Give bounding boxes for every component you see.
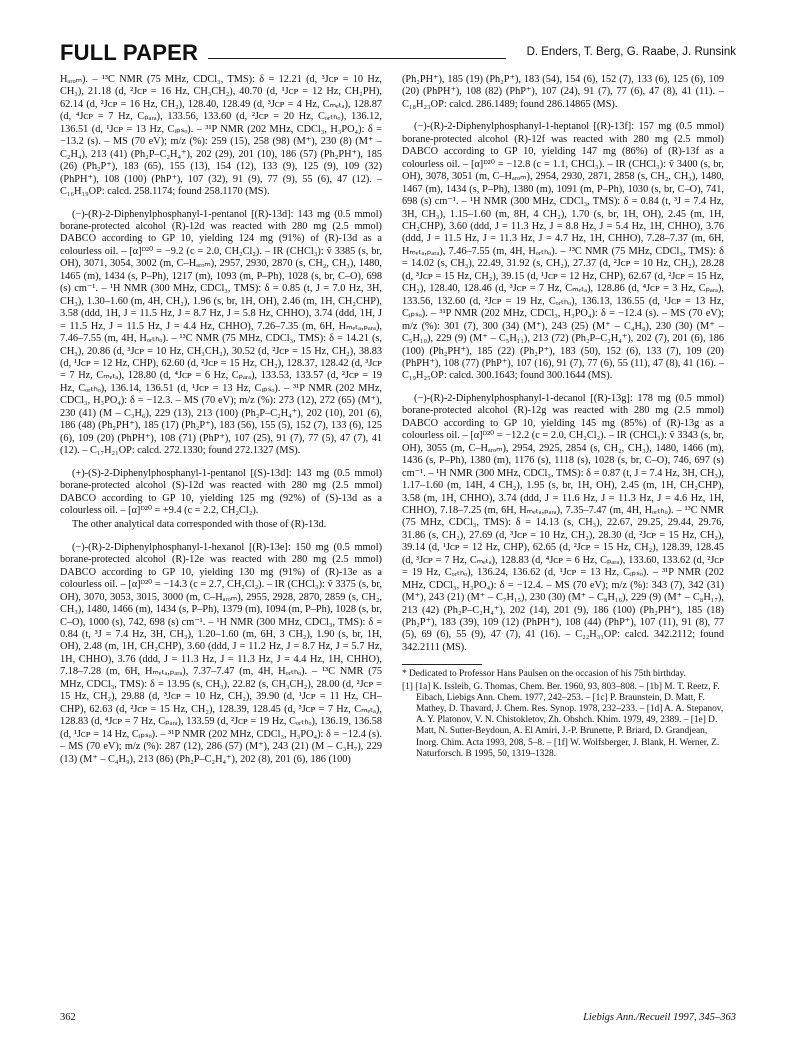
paragraph-s-13d-note: The other analytical data corresponded with those of (R)-13d. [72, 519, 327, 531]
author-line: D. Enders, T. Berg, G. Raabe, J. Runsink [526, 46, 736, 58]
paragraph-r-13g: (−)-(R)-2-Diphenylphosphanyl-1-decanol [(R)-13g]: 178 mg (0.5 mmol) borane-protected alcohol (R)-12g was reacted with 280 mg (2.5 mmol) DABCO according to GP 10, yielding 145 mg (85%) of (R)-13g as a colourless oil. – [α]ᴰ²⁰ = −12.2 (c = 2.0, CH₂Cl₂). – IR (CHCl₃): ṽ 3343 (s, br, OH), 3055 (m, C–Hₐᵣₒₘ), 2954, 2925, 2854 (s, CH₂, CH₃), 1480, 1466 (m), 1436 (s, P–Ph), 1380 (m), 1176 (s), 1118 (s), 1028 (s, br, C–O), 746, 697 (s) cm⁻¹. – ¹H NMR (300 MHz, CDCl₃, TMS): δ = 0.87 (t, J = 7.4 Hz, 3H, CH₃), 1.17–1.60 (m, 14H, 4 CH₂), 1.95 (s, br, 1H, OH), 2.45 (m, 1H, CH₂CHP), 3.58 (m, 1H, CHHO), 3.74 (ddd, J = 11.6 Hz, J = 11.3 Hz, J = 4.6 Hz, 1H, CHHO), 7.18–7.25 (m, 6H, Hₘₑₜₐ,ₚₐᵣₐ), 7.35–7.47 (m, 4H, Hₒᵣₜₕₒ). – ¹³C NMR (75 MHz, CDCl₃, TMS): δ = 14.13 (s, CH₃), 22.67, 29.25, 29.44, 29.76, 31.86 (s, CH₂), 27.69 (d, ³Jᴄᴘ = 10 Hz, CH₂), 28.30 (d, ²Jᴄᴘ = 15 Hz, CH₂), 39.14 (d, ¹Jᴄᴘ = 12 Hz, CHP), 62.65 (d, ²Jᴄᴘ = 15 Hz, CH₂), 128.39, 128.45 (d, ³Jᴄᴘ = 7 Hz, Cₘₑₜₐ), 128.83 (d, ⁴Jᴄᴘ = 6 Hz, Cₚₐᵣₐ), 133.60, 133.62 (d, ²Jᴄᴘ = 19 Hz, Cₒᵣₜₕₒ), 136.24, 136.62 (d, ¹Jᴄᴘ = 13 Hz, Cᵢₚₛₒ). – ³¹P NMR (202 MHz, CDCl₃, H₃PO₄): δ = −12.4. – MS (70 eV); m/z (%): 343 (7), 342 (31) (M⁺), 243 (21) (M⁺ – C₇H₁₅), 230 (30) (M⁺ – C₈H₁₆), 229 (9) (M⁺ – C₈H₁₇), 213 (42) (Ph₂P–C₂H₄⁺), 202 (14), 201 (9), 186 (100) (Ph₂PH⁺), 185 (18) (Ph₂P⁺), 183 (39), 109 (12) (PhPH⁺), 108 (44) (PhP⁺), 107 (11), 91 (8), 77 (5), 69 (6), 55 (9), 47 (7), 41 (16). – C₂₂H₃₁OP: calcd. 342.2112; found 342.2111 (MS). [402, 392, 724, 653]
right-column [402, 74, 724, 761]
header-rule [208, 58, 506, 59]
footnote-dedication: * Dedicated to Professor Hans Paulsen on the occasion of his 75th birthday. [402, 669, 686, 680]
paragraph-13e-continuation: (Ph₂PH⁺), 185 (19) (Ph₂P⁺), 183 (54), 154 (6), 152 (7), 133 (6), 125 (6), 109 (20) (PhPH⁺), 108 (82) (PhP⁺), 107 (24), 91 (7), 77 (6), 47 (8), 41 (11). – C₁₈H₂₃OP: calcd. 286.1489; found 286.14865 (MS). [402, 74, 724, 110]
page-header [60, 40, 736, 66]
page-footer [60, 1012, 736, 1026]
journal-citation: Liebigs Ann./Recueil 1997, 345–363 [583, 1012, 736, 1023]
page-number: 362 [60, 1012, 76, 1023]
footnotes [402, 669, 724, 760]
footnote-reference-1: [1] [1a] K. Issleib, G. Thomas, Chem. Ber. 1960, 93, 803–808. – [1b] M. T. Reetz, F. Eibach, Liebigs Ann. Chem. 1977, 242–253. – [1c] P. Braunstein, D. Matt, F. Mathey, D. Thavard, J. Chem. Res. Synop. 1978, 232–233. – [1d] A. A. Stepanov, A. Y. Platonov, V. N. Chistokletov, Zh. Obshch. Khim. 1979, 49, 2389. – [1e] D. Matt, N. Sutter-Beydoun, A. El Amiri, J.-P. Brunette, P. Briard, D. Grandjean, Inorg. Chim. Acta 1993, 208, 5–8. – [1f] W. Wolfsberger, J. Blank, H. Werner, Z. Naturforsch. B 1995, 50, 1319–1328. [402, 681, 724, 759]
left-column [60, 74, 382, 776]
paragraph-r-13e: (−)-(R)-2-Diphenylphosphanyl-1-hexanol [(R)-13e]: 150 mg (0.5 mmol) borane-protected alcohol (R)-12e was reacted with 280 mg (2.5 mmol) DABCO according to GP 10, yielding 130 mg (91%) of (R)-13e as a colourless oil. – [α]ᴰ²⁰ = −14.3 (c = 2.7, CH₂Cl₂). – IR (CHCl₃): ṽ 3375 (s, br, OH), 3070, 3053, 3015, 3000 (m, C–Hₐᵣₒₘ), 2955, 2928, 2870, 2859 (s, CH₂, CH₃), 1480, 1466 (m), 1434 (s, P–Ph), 1379 (m), 1094 (m, P–Ph), 1028 (s, br, C–O), 1000 (s), 742, 698 (s) cm⁻¹. – ¹H NMR (300 MHz, CDCl₃, TMS): δ = 0.84 (t, ³J = 7.4 Hz, 3H, CH₃), 1.20–1.60 (m, 6H, 3 CH₂), 1.90 (s, br, 1H, OH), 2.48 (m, 1H, CH₂CHP), 3.60 (ddd, J = 11.2 Hz, J = 8.7 Hz, J = 5.7 Hz, 1H, CHHO), 3.76 (ddd, J = 11.3 Hz, J = 11.3 Hz, J = 4.4 Hz, 1H, CHHO), 7.18–7.28 (m, 6H, Hₘₑₜₐ,ₚₐᵣₐ), 7.37–7.47 (m, 4H, Hₒᵣₜₕₒ). – ¹³C NMR (75 MHz, CDCl₃, TMS): δ = 13.95 (s, CH₃), 22.82 (s, CH₃CH₂), 28.00 (d, ²Jᴄᴘ = 15 Hz, CH₂), 29.88 (d, ³Jᴄᴘ = 10 Hz, CH₂), 39.90 (d, ¹Jᴄᴘ = 11 Hz, CH–CHP), 62.63 (d, ²Jᴄᴘ = 15 Hz, CH₂), 128.39, 128.45 (d, ³Jᴄᴘ = 7 Hz, Cₘₑₜₐ), 128.83 (d, ⁴Jᴄᴘ = 7 Hz, Cₚₐᵣₐ), 133.59 (d, ²Jᴄᴘ = 19 Hz, Cₒᵣₜₕₒ), 136.19, 136.58 (d, ¹Jᴄᴘ = 14 Hz, Cᵢₚₛₒ). – ³¹P NMR (202 MHz, CDCl₃, H₃PO₄): δ = −12.4 (s). – MS (70 eV); m/z (%): 287 (12), 286 (57) (M⁺), 243 (21) (M – C₃H₇), 229 (13) (M⁺ – C₄H₉), 213 (86) (Ph₂P–C₂H₄⁺), 202 (8), 201 (6), 186 (100) [60, 541, 382, 765]
paragraph-r-13f: (−)-(R)-2-Diphenylphosphanyl-1-heptanol [(R)-13f]: 157 mg (0.5 mmol) borane-protected alcohol (R)-12f was reacted with 280 mg (2.5 mmol) DABCO according to GP 10, yielding 147 mg (86%) of (R)-13f as a colourless oil. – [α]ᴰ²⁰ = −12.8 (c = 1.1, CHCl₃). – IR (CHCl₃): ṽ 3400 (s, br, OH), 3078, 3051 (m, C–Hₐᵣₒₘ), 2954, 2930, 2871, 2858 (s, CH₂, CH₃), 1480, 1467 (m), 1434 (s, P–Ph), 1380 (m), 1091 (m, P–Ph), 1030 (s, br, C–O), 741, 698 (s) cm⁻¹. – ¹H NMR (300 MHz, CDCl₃, TMS): δ = 0.84 (t, ³J = 7.4 Hz, 3H, CH₃), 1.15–1.60 (m, 8H, 4 CH₂), 1.70 (s, br, 1H, OH), 2.45 (m, 1H, CH₂CHP), 3.60 (ddd, J = 11.3 Hz, J = 8.8 Hz, J = 5.4 Hz, 1H, CHHO), 3.76 (ddd, J = 11.5 Hz, J = 11.3 Hz, J = 4.7 Hz, 1H, CHHO), 7.28–7.37 (m, 6H, Hₘₑₜₐ,ₚₐᵣₐ), 7.46–7.55 (m, 4H, Hₒᵣₜₕₒ). – ¹³C NMR (75 MHz, CDCl₃, TMS): δ = 14.02 (s, CH₃), 22.49, 31.92 (s, CH₂), 27.37 (d, ²Jᴄᴘ = 10 Hz, CH₂), 28.28 (d, ³Jᴄᴘ = 15 Hz, CH₂), 39.15 (d, ¹Jᴄᴘ = 12 Hz, CHP), 62.67 (d, ²Jᴄᴘ = 15 Hz, CH₂), 128.40, 128.46 (d, ³Jᴄᴘ = 7 Hz, Cₘₑₜₐ), 128.86 (d, ⁴Jᴄᴘ = 3 Hz, Cₚₐᵣₐ), 133.56, 132.60 (d, ²Jᴄᴘ = 19 Hz, Cₒᵣₜₕₒ), 136.13, 136.55 (d, ¹Jᴄᴘ = 13 Hz, Cᵢₚₛₒ). – ³¹P NMR (202 MHz, CDCl₃, H₃PO₄): δ = −12.4 (s). – MS (70 eV); m/z (%): 301 (7), 300 (34) (M⁺), 243 (25) (M⁺ – C₄H₉), 230 (30) (M⁺ – C₅H₁₀), 229 (9) (M⁺ – C₅H₁₁), 213 (72) (Ph₂P–C₂H₄⁺), 202 (7), 201 (6), 186 (100) (Ph₂PH⁺), 185 (22) (Ph₂P⁺), 183 (50), 152 (6), 133 (7), 109 (20) (PhPH⁺), 108 (77) (PhP⁺), 107 (16), 91 (7), 77 (6), 55 (11), 47 (8), 41 (16). – C₁₉H₂₅OP: calcd. 300.1643; found 300.1644 (MS). [402, 121, 724, 382]
footnote-rule [402, 664, 482, 665]
paragraph-r-13d: (−)-(R)-2-Diphenylphosphanyl-1-pentanol [(R)-13d]: 143 mg (0.5 mmol) borane-protected alcohol (R)-12d was reacted with 280 mg (2.5 mmol) DABCO according to GP 10, yielding 124 mg (91%) of (R)-13d as a colourless oil. – [α]ᴰ²⁰ = −9.2 (c = 2.0, CH₂Cl₂). – IR (CHCl₃): ṽ 3385 (s, br, OH), 3071, 3054, 3002 (m, C–Hₐᵣₒₘ), 2957, 2930, 2870 (s, CH₂, CH₃), 1480, 1465 (m), 1434 (s, P–Ph), 1217 (m), 1093 (m, P–Ph), 1028 (s, br, C–O), 698 (s) cm⁻¹. – ¹H NMR (300 MHz, CDCl₃, TMS): δ = 0.85 (t, J = 7.0 Hz, 3H, CH₃), 1.30–1.60 (m, 4H, CH₂), 1.96 (s, br, 1H, OH), 2.46 (m, 1H, CH₂CHP), 3.58 (ddd, 1H, J = 11.5 Hz, J = 8.7 Hz, J = 5.8 Hz, CHHO), 3.74 (ddd, 1H, J = 11.5 Hz, J = 11.5 Hz, J = 4.4 Hz, CHHO), 7.26–7.35 (m, 6H, Hₘₑₜₐ,ₚₐᵣₐ), 7.46–7.55 (m, 4H, Hₒᵣₜₕₒ). – ¹³C NMR (75 MHz, CDCl₃, TMS): δ = 14.21 (s, CH₃), 20.86 (d, ³Jᴄᴘ = 10 Hz, CH₃CH₂), 30.52 (d, ²Jᴄᴘ = 15 Hz, CH₂), 38.83 (d, ¹Jᴄᴘ = 12 Hz, CHP), 62.60 (d, ²Jᴄᴘ = 15 Hz, CH₂), 128.37, 128.42 (d, ³Jᴄᴘ = 7 Hz, Cₘₑₜₐ), 128.80 (d, ⁴Jᴄᴘ = 6 Hz, Cₚₐᵣₐ), 133.53, 133.57 (d, ²Jᴄᴘ = 19 Hz, Cₒᵣₜₕₒ), 136.14, 136.51 (d, ¹Jᴄᴘ = 13 Hz, Cᵢₚₛₒ). – ³¹P NMR (202 MHz, CDCl₃, H₃PO₄): δ = −12.3. – MS (70 eV); m/z (%): 273 (12), 272 (65) (M⁺), 230 (41) (M – C₃H₆), 229 (13), 213 (100) (Ph₂P–C₂H₄⁺), 202 (10), 201 (6), 186 (48) (Ph₂PH⁺), 185 (17) (Ph₂P⁺), 183 (56), 155 (5), 152 (7), 133 (6), 125 (6), 109 (20) (PhPH⁺), 108 (71) (PhP⁺), 107 (25), 91 (7), 77 (5), 47 (7), 41 (12). – C₁₇H₂₁OP: calcd. 272.1330; found 272.1327 (MS). [60, 208, 382, 457]
paragraph-s-13d: (+)-(S)-2-Diphenylphosphanyl-1-pentanol [(S)-13d]: 143 mg (0.5 mmol) borane-protected alcohol (S)-12d was reacted with 280 mg (2.5 mmol) DABCO according to GP 10, yielding 125 mg (92%) of (S)-13d as a colourless oil. – [α]ᴰ²⁰ = +9.4 (c = 2.2, CH₂Cl₂). [60, 467, 382, 516]
paragraph-13c-continuation: Hₐᵣₒₘ). – ¹³C NMR (75 MHz, CDCl₃, TMS): δ = 12.21 (d, ³Jᴄᴘ = 10 Hz, CH₃), 21.18 (d, ²Jᴄᴘ = 16 Hz, CH₃CH₂), 40.70 (d, ¹Jᴄᴘ = 12 Hz, CH₂PH), 62.14 (d, ²Jᴄᴘ = 16 Hz, CH₂), 128.40, 128.49 (d, ³Jᴄᴘ = 4 Hz, Cₘₑₜₐ), 128.87 (d, ⁴Jᴄᴘ = 7 Hz, Cₚₐᵣₐ), 133.56, 133.60 (d, ²Jᴄᴘ = 20 Hz, Cₒᵣₜₕₒ), 136.12, 136.51 (d, ¹Jᴄᴘ = 13 Hz, Cᵢₚₛₒ). – ³¹P NMR (202 MHz, CDCl₃, H₃PO₄): δ = −13.2 (s). – MS (70 eV); m/z (%): 259 (15), 258 (98) (M⁺), 230 (8) (M⁺ – C₂H₄), 213 (41) (Ph₂P–C₂H₄⁺), 202 (29), 201 (10), 186 (57) (Ph₂PH⁺), 185 (26) (Ph₂P⁺), 183 (65), 155 (13), 154 (12), 133 (9), 125 (9), 109 (32) (PhPH⁺), 108 (100) (PhP⁺), 107 (32), 91 (9), 77 (9), 55 (6), 47 (12). – C₁₆H₁₉OP: calcd. 258.1174; found 258.1170 (MS). [60, 74, 382, 198]
section-title: FULL PAPER [60, 40, 199, 65]
